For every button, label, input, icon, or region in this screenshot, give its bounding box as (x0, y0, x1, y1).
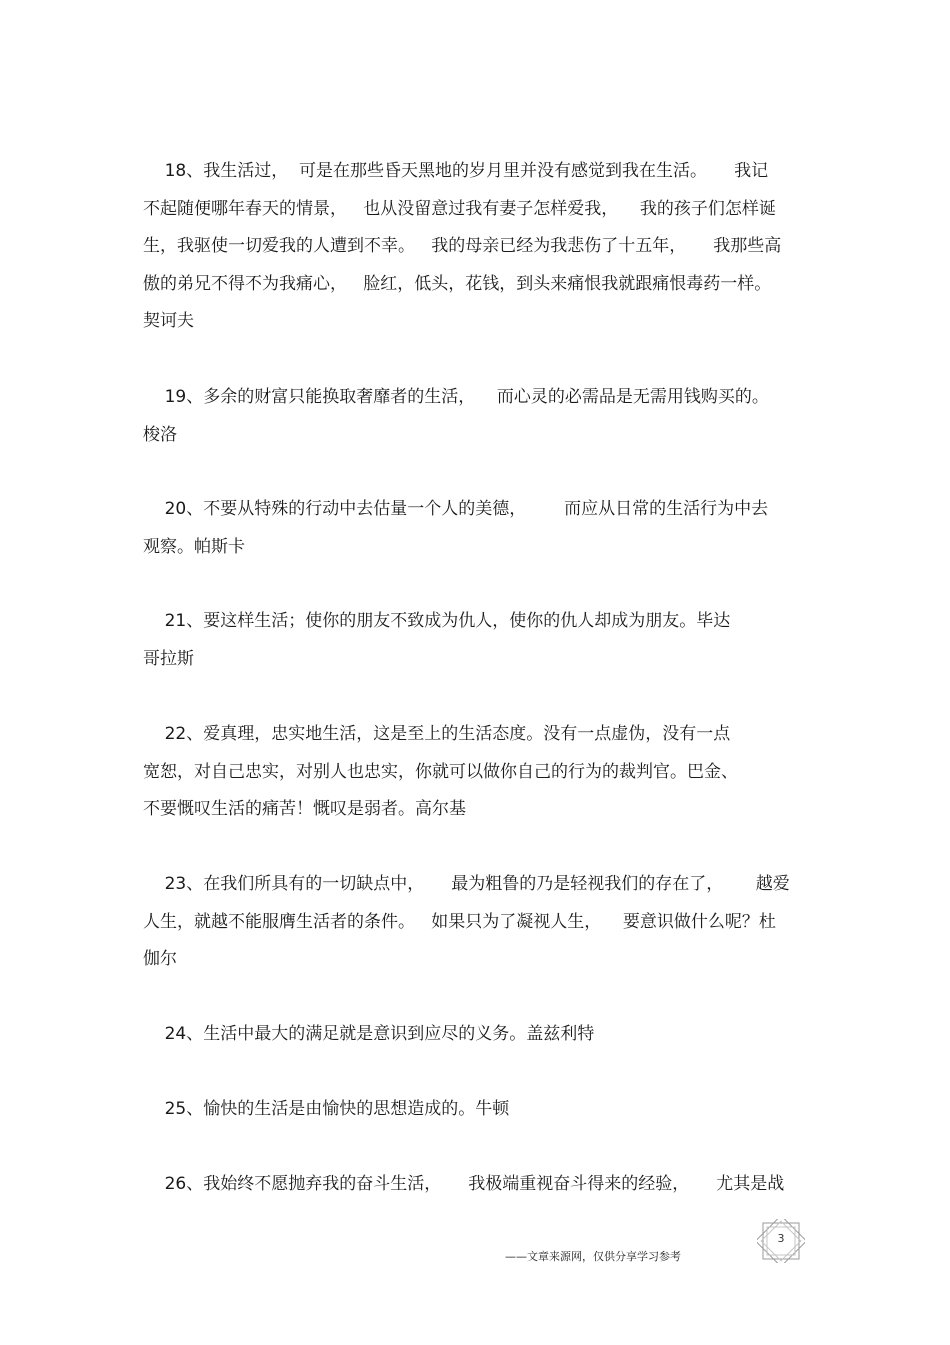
text-line: 观察。帕斯卡 (143, 536, 245, 557)
text-line: 23、在我们所具有的一切缺点中， 最为粗鲁的乃是轻视我们的存在了， 越爱 (143, 874, 790, 894)
quote-22 (143, 716, 813, 829)
text-line: 22、爱真理，忠实地生活，这是至上的生活态度。没有一点虚伪，没有一点 (143, 724, 731, 744)
text-line: 21、要这样生活；使你的朋友不致成为仇人，使你的仇人却成为朋友。毕达 (143, 611, 731, 631)
text-line: 20、不要从特殊的行动中去估量一个人的美德， 而应从日常的生活行为中去 (143, 499, 769, 519)
text-line: 不起随便哪年春天的情景， 也从没留意过我有妻子怎样爱我， 我的孩子们怎样诞 (143, 198, 776, 219)
quote-25 (143, 1091, 813, 1129)
quote-20 (143, 491, 813, 566)
page-number: 3 (777, 1232, 785, 1245)
text-line: 26、我始终不愿抛弃我的奋斗生活， 我极端重视奋斗得来的经验， 尤其是战 (143, 1174, 785, 1194)
quote-21 (143, 603, 813, 678)
text-line: 24、生活中最大的满足就是意识到应尽的义务。盖兹利特 (143, 1024, 595, 1044)
text-line: 25、愉快的生活是由愉快的思想造成的。牛顿 (143, 1099, 510, 1119)
quote-23 (143, 866, 813, 979)
quote-26 (143, 1166, 813, 1204)
text-line: 傲的弟兄不得不为我痛心， 脸红，低头，花钱，到头来痛恨我就跟痛恨毒药一样。 (143, 273, 772, 294)
text-line: 不要慨叹生活的痛苦！慨叹是弱者。高尔基 (143, 799, 466, 819)
text-line: 梭洛 (143, 424, 177, 445)
text-line: 18、我生活过， 可是在那些昏天黑地的岁月里并没有感觉到我在生活。 我记 (143, 161, 769, 181)
footer-source-note: ——文章来源网，仅供分享学习参考 (505, 1250, 681, 1263)
text-line: 宽恕，对自己忠实，对别人也忠实，你就可以做你自己的行为的裁判官。巴金、 (143, 761, 738, 782)
text-line: 哥拉斯 (143, 648, 194, 669)
quote-18 (143, 153, 813, 341)
text-line: 伽尔 (143, 949, 177, 969)
text-line: 生，我驱使一切爱我的人遭到不幸。 我的母亲已经为我悲伤了十五年， 我那些高 (143, 236, 782, 256)
text-line: 人生，就越不能服膺生活者的条件。 如果只为了凝视人生， 要意识做什么呢？杜 (143, 911, 776, 932)
quote-24 (143, 1016, 813, 1054)
text-line: 19、多余的财富只能换取奢靡者的生活， 而心灵的必需品是无需用钱购买的。 (143, 387, 769, 407)
text-line: 契诃夫 (143, 311, 194, 331)
quote-19 (143, 379, 813, 454)
